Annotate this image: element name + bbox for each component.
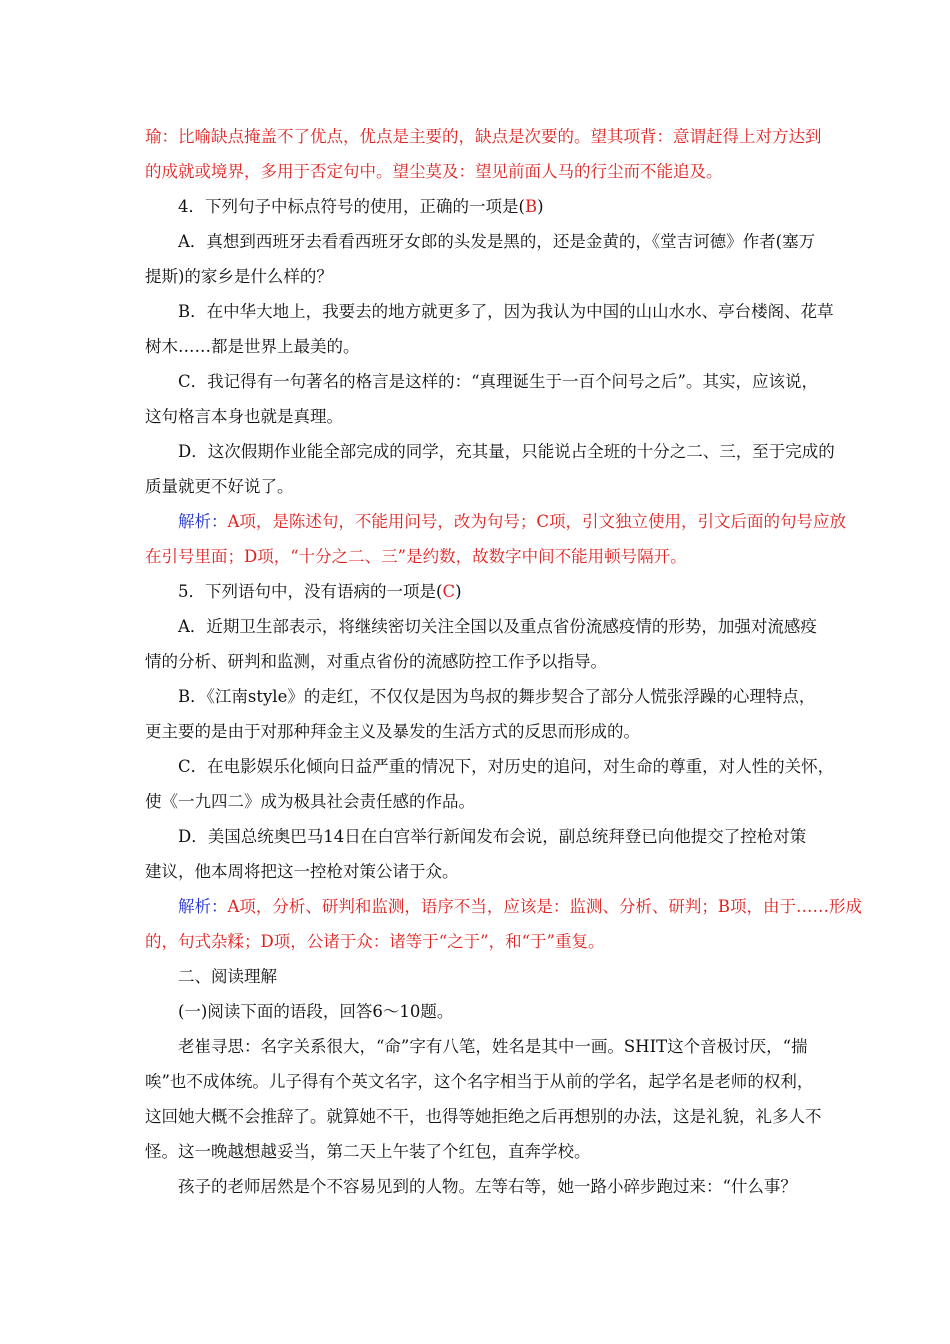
option-c: C．在电影娱乐化倾向日益严重的情况下，对历史的追问，对生命的尊重，对人性的关怀， [178,757,835,776]
option-a: A．近期卫生部表示，将继续密切关注全国以及重点省份流感疫情的形势，加强对流感疫 [178,617,817,636]
reading-paragraph-cont: 唉”也不成体统。儿子得有个英文名字，这个名字相当于从前的学名，起学名是老师的权利， [145,1072,814,1091]
analysis-4: 解析：A项，是陈述句，不能用问号，改为句号；C项，引文独立使用，引文后面的句号应放 [178,512,847,531]
answer-letter: B [524,197,538,216]
answer-explanation-line: 瑜：比喻缺点掩盖不了优点，优点是主要的，缺点是次要的。望其项背：意谓赶得上对方达到 [145,127,822,146]
analysis-5: 解析：A项，分析、研判和监测，语序不当，应该是：监测、分析、研判；B项，由于……形成 [178,897,863,916]
analysis-4-cont: 在引号里面；D项，“十分之二、三”是约数，故数字中间不能用顿号隔开。 [145,547,687,566]
analysis-5-cont: 的，句式杂糅；D项，公诸于众：诸等于“之于”，和“于”重复。 [145,932,605,951]
option-b: B．在中华大地上，我要去的地方就更多了，因为我认为中国的山山水水、亭台楼阁、花草 [178,302,834,321]
option-a-cont: 情的分析、研判和监测，对重点省份的流感防控工作予以指导。 [145,652,607,671]
option-c-cont: 这句格言本身也就是真理。 [145,407,343,426]
option-d-cont: 建议，他本周将把这一控枪对策公诸于众。 [145,862,459,881]
option-b-cont: 更主要的是由于对那种拜金主义及暴发的生活方式的反思而形成的。 [145,722,640,741]
option-b-cont: 树木……都是世界上最美的。 [145,337,360,356]
option-b: B．《江南style》的走红，不仅仅是因为鸟叔的舞步契合了部分人慌张浮躁的心理特点， [178,687,816,706]
option-c-cont: 使《一九四二》成为极具社会责任感的作品。 [145,792,475,811]
option-a: A．真想到西班牙去看看西班牙女郎的头发是黑的，还是金黄的，《堂吉诃德》作者(塞万 [178,232,816,251]
option-d-cont: 质量就更不好说了。 [145,477,294,496]
answer-explanation-line: 的成就或境界，多用于否定句中。望尘莫及：望见前面人马的行尘而不能追及。 [145,162,723,181]
reading-paragraph: 老崔寻思：名字关系很大，“命”字有八笔，姓名是其中一画。SHIT这个音极讨厌，“揣 [178,1037,808,1056]
question-4: 4．下列句子中标点符号的使用，正确的一项是(B) [178,197,544,216]
reading-paragraph-cont: 这回她大概不会推辞了。就算她不干，也得等她拒绝之后再想别的办法，这是礼貌，礼多人不 [145,1107,822,1126]
reading-paragraph-cont: 怪。这一晚越想越妥当，第二天上午装了个红包，直奔学校。 [145,1142,591,1161]
section-heading: 二、阅读理解 [178,967,277,986]
answer-letter: C [442,582,456,601]
option-c: C．我记得有一句著名的格言是这样的：“真理诞生于一百个问号之后”。其实，应该说， [178,372,818,391]
option-a-cont: 提斯)的家乡是什么样的？ [145,267,333,286]
subsection-heading: (一)阅读下面的语段，回答6～10题。 [178,1002,454,1021]
analysis-label: 解析： [178,512,228,531]
reading-paragraph: 孩子的老师居然是个不容易见到的人物。左等右等，她一路小碎步跑过来：“什么事？ [178,1177,797,1196]
analysis-label: 解析： [178,897,228,916]
option-d: D．这次假期作业能全部完成的同学，充其量，只能说占全班的十分之二、三，至于完成的 [178,442,835,461]
option-d: D．美国总统奥巴马14日在白宫举行新闻发布会说，副总统拜登已向他提交了控枪对策 [178,827,807,846]
question-5: 5．下列语句中，没有语病的一项是(C) [178,582,462,601]
